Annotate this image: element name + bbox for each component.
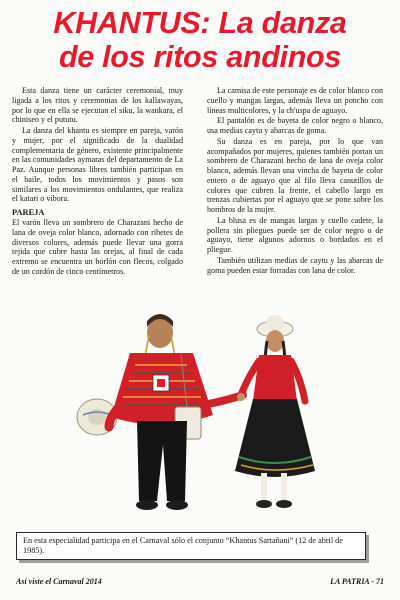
paragraph: También utilizan medias de caytu y las abarcas de goma pueden estar forradas con lana de color.	[207, 255, 383, 275]
left-column	[12, 86, 183, 278]
photo-caption: En esta especialidad participa en el Carnaval sólo el conjunto “Khantus Sartañani” (12 de abril de 1985).	[23, 536, 343, 555]
dancers-photo	[75, 305, 335, 530]
footer-page-number: LA PATRIA - 71	[330, 577, 384, 586]
male-dancer-figure	[77, 314, 243, 510]
paragraph: La danza del khantu es siempre en pareja, varón y mujer, por el significado de la dualidad complementaria de género, existente principalmente en las comunidades aymaras del departamento de La Paz. Aunque personas libres también participan en el baile, todos los movimientos y pasos son similares a los movimientos ondulantes, que realiza el katari o víbora.	[12, 126, 183, 204]
section-heading-pareja: PAREJA	[12, 208, 45, 217]
photo-caption-box	[16, 532, 366, 560]
title-line-1: KHANTUS: La danza	[53, 6, 347, 40]
female-dancer-figure	[235, 315, 315, 508]
paragraph: Esta danza tiene un carácter ceremonial, muy ligada a los ritos y ceremonias de los kallawayas, por lo que en ella se ejecutan el siku, la wankara, el chiniseo y el pututu.	[12, 86, 183, 125]
right-column	[207, 86, 383, 276]
paragraph: La blusa es de mangas largas y cuello cadete, la pollera sin pliegues puede ser de color negro o de aguayo, tiene algunos adornos o bordados en el pliegue.	[207, 215, 383, 254]
paragraph: El pantalón es de bayeta de color negro o blanco, usa medias caytu y abarcas de goma.	[207, 116, 383, 135]
article-title	[10, 6, 390, 74]
paragraph: El varón lleva un sombrero de Charazani hecho de lana de oveja color blanco, adornado con ribetes de diversos colores, además puede llevar una gorra tejida que cubre hasta las orejas, al final de cada extremo se encuentra un borlón con flecos, colgado de un cordón de cinco centímetros.	[12, 218, 183, 276]
paragraph: La camisa de este personaje es de color blanco con cuello y mangas largas, además lleva un poncho con líneas multicolores, y la ch'uspa de aguayo.	[207, 86, 383, 115]
title-line-2: de los ritos andinos	[58, 40, 342, 74]
paragraph: Su danza es en pareja, por lo que van acompañados por mujeres, quienes también portan un sombrero de Charazani hecho de lana de oveja color blanco, además llevan una vincha de bayeta de color entero o de aguayo que al filo lleva canutillos de colores que cubren la frente, el cabello largo en trenzas cubiertas por el aguayo que se pone sobre los hombros de la mujer.	[207, 136, 383, 214]
footer-publication-title: Así viste el Carnaval 2014	[16, 577, 102, 586]
